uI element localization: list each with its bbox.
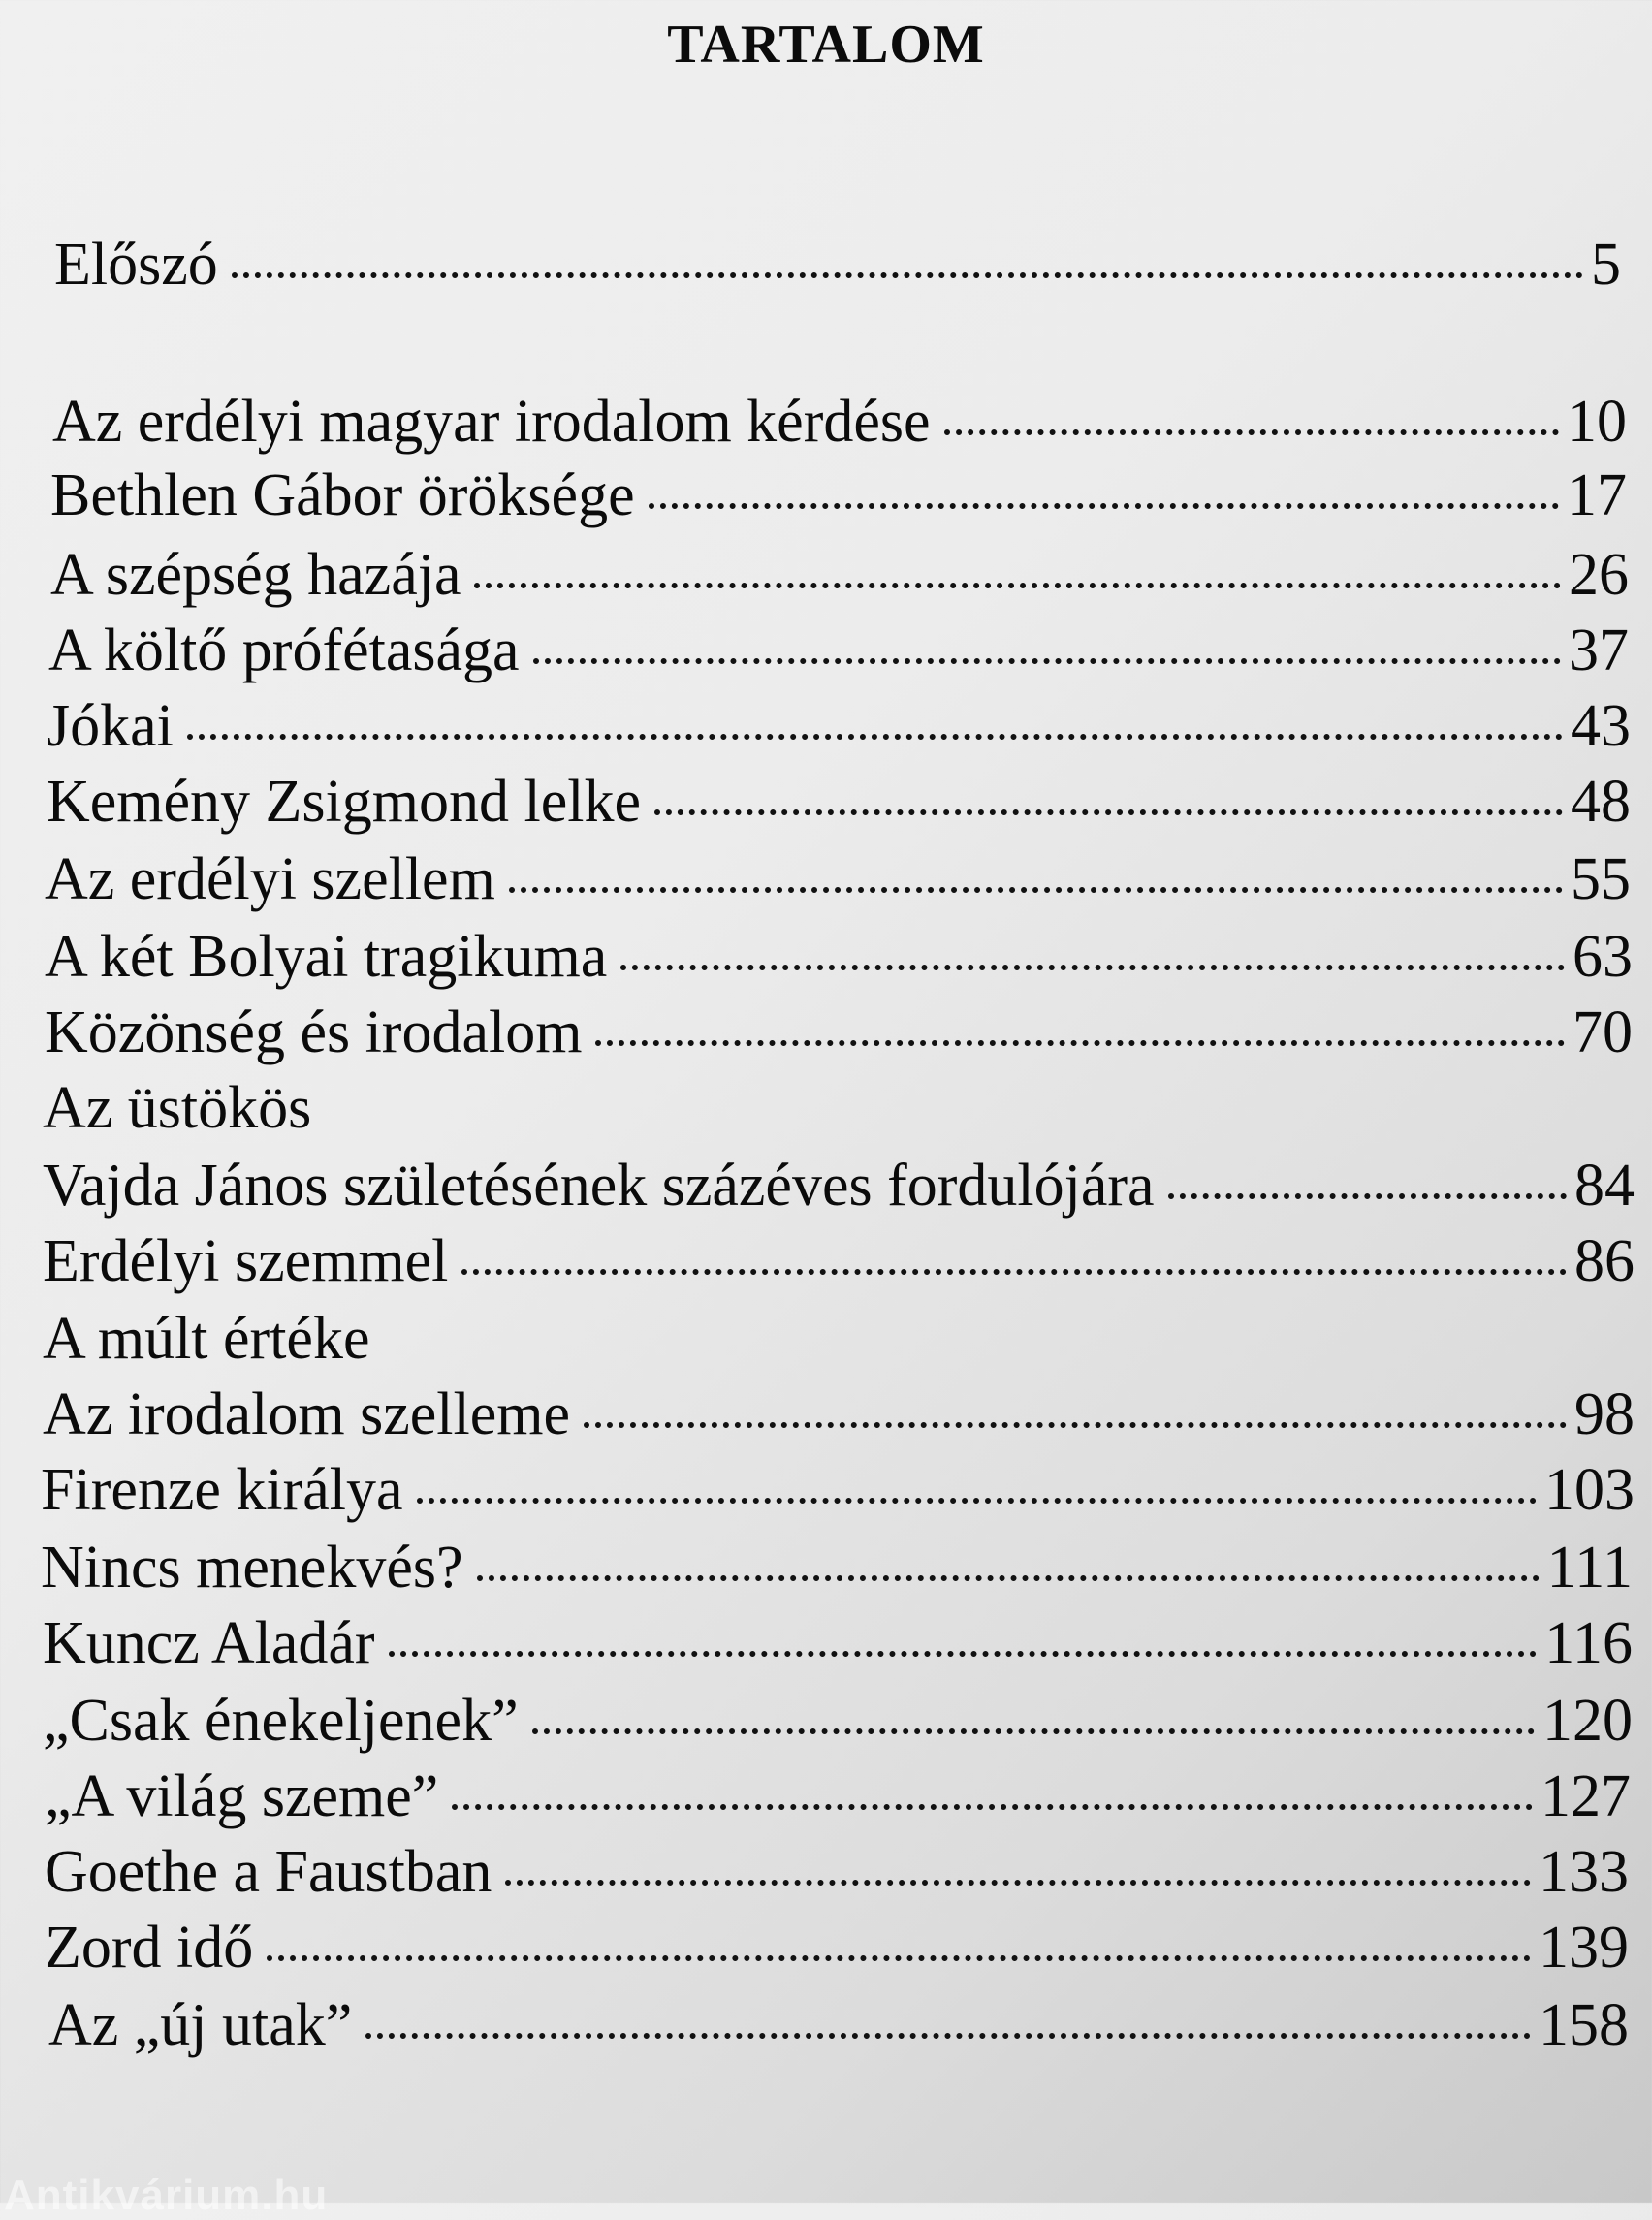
toc-entry — [43, 1306, 1635, 1372]
toc-entry-title: Jókai — [47, 693, 174, 759]
toc-entry-title: A szépség hazája — [50, 542, 461, 608]
toc-entry-page: 120 — [1542, 1688, 1633, 1754]
toc-entry — [50, 462, 1627, 528]
toc-entry-page: 158 — [1539, 1992, 1629, 2058]
dot-leader — [267, 1955, 1531, 1961]
toc-entry — [45, 999, 1633, 1065]
toc-entry-page: 127 — [1541, 1763, 1631, 1829]
toc-entry-page: 133 — [1539, 1839, 1629, 1905]
toc-entry-title: Erdélyi szemmel — [43, 1228, 449, 1294]
toc-entry-title: A két Bolyai tragikuma — [45, 924, 608, 990]
toc-entry-page: 111 — [1546, 1535, 1633, 1601]
toc-entry-title: Bethlen Gábor öröksége — [50, 462, 635, 528]
toc-entry-page: 55 — [1571, 846, 1631, 912]
dot-leader — [1168, 1193, 1567, 1199]
dot-leader — [532, 1728, 1535, 1734]
toc-entry-title: Az erdélyi szellem — [45, 846, 495, 912]
toc-entry — [43, 1381, 1635, 1447]
toc-entry — [45, 924, 1633, 990]
toc-entry — [43, 1075, 1631, 1141]
toc-entry-title: Goethe a Faustban — [45, 1839, 492, 1905]
toc-entry — [45, 846, 1631, 912]
toc-entry-page: 63 — [1573, 924, 1633, 990]
toc-entry-title: Nincs menekvés? — [41, 1535, 463, 1601]
toc-entry-title: Az „új utak” — [48, 1992, 353, 2058]
toc-entry-page: 86 — [1574, 1228, 1635, 1294]
toc-entry — [43, 1610, 1633, 1676]
toc-entry-page: 10 — [1567, 389, 1627, 455]
toc-entry-page: 103 — [1544, 1457, 1635, 1523]
toc-entry — [41, 1457, 1635, 1523]
toc-entry — [43, 1153, 1635, 1219]
toc-entry-page: 48 — [1571, 769, 1631, 835]
toc-entry-title: Firenze királya — [41, 1457, 403, 1523]
toc-entry — [45, 1763, 1631, 1829]
toc-entry — [45, 1839, 1629, 1905]
dot-leader — [232, 272, 1583, 278]
toc-entry-page: 116 — [1544, 1610, 1633, 1676]
dot-leader — [595, 1040, 1565, 1046]
toc-entry — [47, 693, 1631, 759]
toc-entry-title: Kemény Zsigmond lelke — [47, 769, 641, 835]
toc-entry — [43, 1688, 1633, 1754]
toc-entry-title: Közönség és irodalom — [45, 999, 583, 1065]
toc-entry-title: Kuncz Aladár — [43, 1610, 375, 1676]
toc-entry — [50, 542, 1629, 608]
dot-leader — [533, 658, 1561, 664]
toc-entry — [41, 1535, 1633, 1601]
toc-entry — [47, 769, 1631, 835]
toc-entry — [48, 1992, 1629, 2058]
dot-leader — [944, 429, 1559, 435]
toc-entry-title: „A világ szeme” — [45, 1763, 439, 1829]
toc-entry — [52, 389, 1627, 455]
dot-leader — [452, 1804, 1533, 1810]
dot-leader — [389, 1651, 1538, 1657]
toc-entry-title: Az erdélyi magyar irodalom kérdése — [52, 389, 931, 455]
toc-entry — [48, 620, 1629, 681]
toc-entry-title: Az üstökös — [43, 1075, 312, 1141]
dot-leader — [365, 2033, 1531, 2039]
toc-entry-title: Az irodalom szelleme — [43, 1381, 571, 1447]
dot-leader — [584, 1422, 1567, 1428]
toc-entry-page: 84 — [1574, 1153, 1635, 1219]
page-title: TARTALOM — [667, 15, 985, 75]
toc-entry-page: 5 — [1591, 232, 1621, 298]
dot-leader — [649, 503, 1559, 509]
toc-entry — [54, 232, 1621, 298]
toc-entry-page: 26 — [1569, 542, 1629, 608]
dot-leader — [477, 1575, 1540, 1581]
dot-leader — [654, 809, 1563, 815]
dot-leader — [417, 1498, 1537, 1504]
toc-entry-title: Zord idő — [45, 1915, 254, 1981]
dot-leader — [461, 1269, 1567, 1275]
dot-leader — [505, 1880, 1531, 1886]
dot-leader — [474, 583, 1561, 588]
watermark: Antikvárium.hu — [4, 2172, 329, 2219]
dot-leader — [187, 734, 1563, 740]
toc-entry-title: A költő prófétasága — [48, 618, 520, 683]
toc-entry-page: 17 — [1567, 462, 1627, 528]
toc-entry-page: 98 — [1574, 1381, 1635, 1447]
dot-leader — [509, 887, 1563, 893]
toc-entry-title: Vajda János születésének százéves fordulójára — [43, 1153, 1155, 1219]
toc-entry-page: 139 — [1539, 1915, 1629, 1981]
dot-leader — [620, 965, 1565, 970]
toc-entry-page: 37 — [1569, 618, 1629, 683]
toc-entry — [45, 1915, 1629, 1981]
toc-entry-title: „Csak énekeljenek” — [43, 1688, 519, 1754]
toc-entry-page: 70 — [1573, 999, 1633, 1065]
toc-entry-title: Előszó — [54, 232, 218, 298]
toc-entry — [43, 1228, 1635, 1294]
toc-entry-title: A múlt értéke — [43, 1306, 370, 1372]
toc-entry-page: 43 — [1571, 693, 1631, 759]
